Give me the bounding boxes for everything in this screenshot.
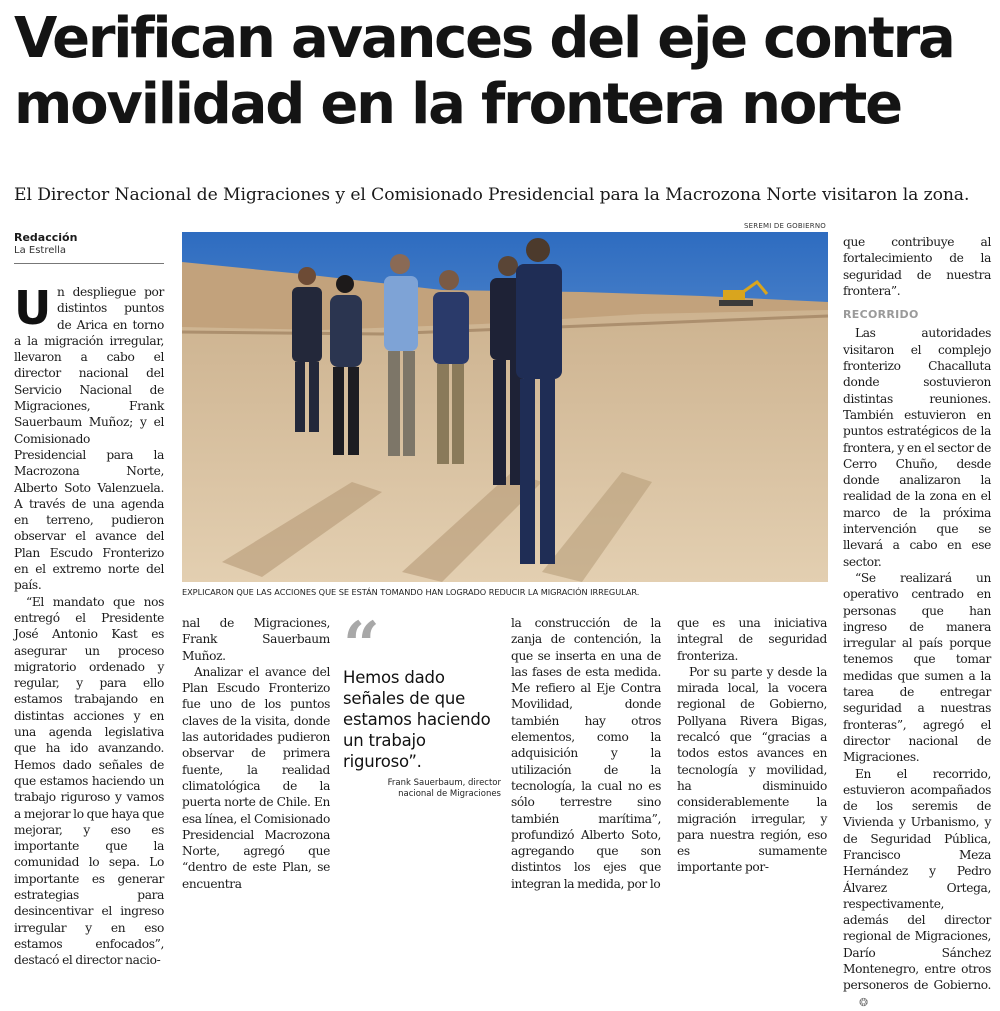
pull-quote-text: Hemos dado señales de que estamos haciendo un trabajo riguroso”.	[343, 668, 491, 771]
headline-line-1: Verifican avances del eje contra	[14, 6, 954, 71]
paragraph: Analizar el avance del Plan Escudo Fronterizo fue uno de los puntos claves de la visita, donde las autoridades pudieron observar de primera fuente, la realidad climatológica de la puerta norte de Chile. En esa línea, el Comisionado Presidencial Macrozona Norte, agregó que “dentro de este Plan, se encuentra	[182, 664, 330, 891]
photo-credit: SEREMI DE GOBIERNO	[744, 222, 826, 230]
article-column-4	[677, 615, 827, 875]
quote-mark-icon: “	[343, 608, 380, 683]
paragraph: nal de Migraciones, Frank Sauerbaum Muñoz.	[182, 616, 330, 663]
byline-rule	[14, 263, 164, 264]
paragraph: n despliegue por distintos puntos de Arica en torno a la migración irregular, llevaron a cabo el director nacional del Servicio Nacional de Migraciones, Frank Sauerbaum Muñoz; y el Comisionado Presidencial para la Macrozona Norte, Alberto Soto Valenzuela. A través de una agenda en terreno, pudieron observar el avance del Plan Escudo Fronterizo en el extremo norte del país.	[14, 285, 164, 593]
article-column-1	[14, 281, 164, 968]
paragraph: “El mandato que nos entregó el Presidente José Antonio Kast es asegurar un proceso migratorio ordenado y regular, y para ello estamos trabajando en distintas acciones y en una agenda legislativa que ha ido avanzando. Hemos dado señales de que estamos haciendo un trabajo riguroso y vamos a mejorar lo que haya que mejorar, y eso es importante que la comunidad lo sepa. Lo importante es generar estrategias para desincentivar el ingreso irregular y en eso estamos enfocados”, destacó el director nacio-	[14, 594, 164, 968]
article-column-3	[511, 615, 661, 891]
paragraph: que es una iniciativa integral de seguridad fronteriza.	[677, 616, 827, 663]
byline-author: Redacción	[14, 231, 78, 244]
paragraph: la construcción de la zanja de contención, la que se inserta en una de las fases de esta medida. Me refiero al Eje Contra Movilidad, donde también hay otros elementos, como la adquisición y la utilización de la tecnología, la cual no es sólo terrestre sino también marítima”, profundizó Alberto Soto, agregando que son distintos los ejes que integran la medida, por lo	[511, 616, 661, 891]
paragraph: “Se realizará un operativo centrado en personas que han ingreso de manera irregular al país porque tenemos que tomar medidas que sumen a la tarea de entregar seguridad a nuestras fronteras”, agregó el director nacional de Migraciones.	[843, 570, 991, 765]
paragraph	[843, 766, 991, 1011]
byline	[14, 231, 164, 264]
headline-line-2: movilidad en la frontera norte	[14, 72, 901, 137]
end-mark-icon: ❂	[859, 995, 868, 1009]
pull-quote-attribution	[343, 778, 501, 800]
paragraph-text: En el recorrido, estuvieron acompañados de los seremis de Vivienda y Urbanismo, y de Seguridad Pública, Francisco Meza Hernández y Pedro Álvarez Ortega, respectivamente, además del director regional de Migraciones, Darío Sánchez Montenegro, entre otros personeros de Gobierno.	[843, 766, 991, 993]
photo-caption: EXPLICARON QUE LAS ACCIONES QUE SE ESTÁN TOMANDO HAN LOGRADO REDUCIR LA MIGRACIÓN IRREGULAR.	[182, 587, 640, 597]
drop-cap: U	[14, 281, 52, 335]
article-column-5	[843, 234, 991, 1009]
photo-illustration	[182, 232, 828, 582]
attribution-line-2: nacional de Migraciones	[398, 789, 501, 799]
paragraph: Por su parte y desde la mirada local, la vocera regional de Gobierno, Pollyana Rivera Bigas, recalcó que “gracias a todos estos avances en tecnología y movilidad, ha disminuido considerablemente la migración irregular, y para nuestra región, eso es sumamente importante por-	[677, 664, 827, 875]
paragraph: Las autoridades visitaron el complejo fronterizo Chacalluta donde sostuvieron distintas reuniones. También estuvieron en puntos estratégicos de la frontera, y en el sector de Cerro Chuño, desde donde analizaron la realidad de la zona en el marco de la próxima intervención que se llevará a cabo en ese sector.	[843, 326, 991, 569]
subheadline: El Director Nacional de Migraciones y el Comisionado Presidencial para la Macrozona Norte visitaron la zona.	[14, 185, 970, 205]
article-column-2	[182, 615, 330, 891]
byline-outlet: La Estrella	[14, 245, 67, 256]
pull-quote	[343, 608, 501, 800]
paragraph: que contribuye al fortalecimiento de la seguridad de nuestra frontera”.	[843, 235, 991, 298]
section-heading: RECORRIDO	[843, 308, 919, 322]
article-photo	[182, 232, 828, 582]
attribution-line-1: Frank Sauerbaum, director	[387, 778, 501, 788]
headline	[14, 6, 989, 138]
